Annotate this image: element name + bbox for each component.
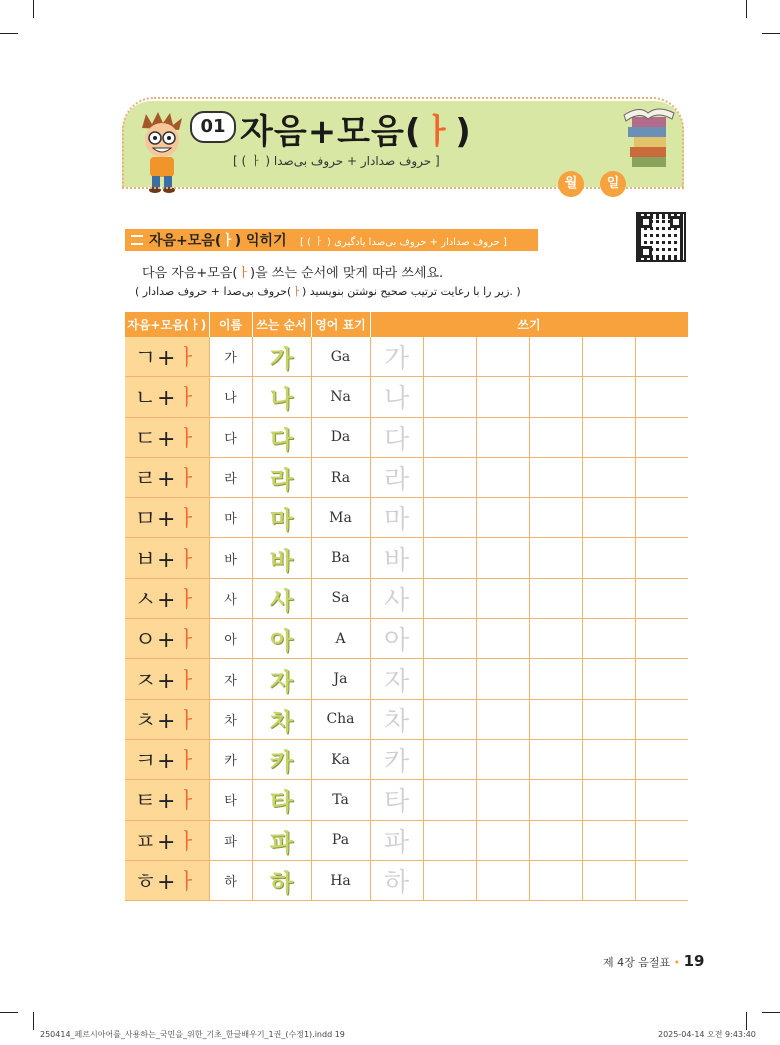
trace-cell[interactable]: 라	[370, 457, 423, 497]
writing-cell[interactable]	[635, 498, 688, 538]
table-row	[125, 457, 688, 497]
trace-cell[interactable]: 하	[370, 860, 423, 900]
crop-mark	[0, 1012, 18, 1013]
combination-cell: ㄴ+ㅏ	[125, 377, 209, 417]
writing-cell[interactable]	[529, 820, 582, 860]
romanization-cell: Da	[311, 417, 370, 457]
header-romanization: 영어 표기	[311, 312, 370, 337]
section-subtitle: [ ( ㅏ ) حروف صدادار + حروف بی‌صدا یادگیری ]	[300, 237, 507, 248]
writing-cell[interactable]	[423, 417, 476, 457]
syllable-name-cell: 아	[209, 619, 252, 659]
writing-cell[interactable]	[529, 619, 582, 659]
writing-cell[interactable]	[529, 337, 582, 377]
table-row	[125, 538, 688, 578]
book-stack-illustration	[618, 103, 680, 169]
syllable-name-cell: 나	[209, 377, 252, 417]
writing-cell[interactable]	[635, 619, 688, 659]
header-name: 이름	[209, 312, 252, 337]
day-label: 일	[600, 171, 626, 197]
trace-cell[interactable]: 아	[370, 619, 423, 659]
syllable-name-cell: 마	[209, 498, 252, 538]
writing-cell[interactable]	[529, 457, 582, 497]
writing-cell[interactable]	[582, 538, 635, 578]
stroke-order-cell: 마	[252, 498, 311, 538]
writing-cell[interactable]	[582, 619, 635, 659]
stroke-order-cell: 카	[252, 739, 311, 779]
syllable-name-cell: 라	[209, 457, 252, 497]
table-row	[125, 578, 688, 618]
writing-cell[interactable]	[582, 498, 635, 538]
writing-cell[interactable]	[529, 780, 582, 820]
stroke-order-cell: 바	[252, 538, 311, 578]
stroke-order-cell: 자	[252, 659, 311, 699]
writing-cell[interactable]	[582, 780, 635, 820]
writing-cell[interactable]	[476, 780, 529, 820]
writing-cell[interactable]	[635, 820, 688, 860]
writing-cell[interactable]	[476, 699, 529, 739]
stroke-order-cell: 타	[252, 780, 311, 820]
instruction-korean: 다음 자음+모음(ㅏ)을 쓰는 순서에 맞게 따라 쓰세요.	[142, 266, 444, 281]
chapter-label: 제 4장 음절표	[603, 956, 671, 969]
syllable-name-cell: 다	[209, 417, 252, 457]
trace-cell[interactable]: 자	[370, 659, 423, 699]
romanization-cell: Pa	[311, 820, 370, 860]
syllable-name-cell: 하	[209, 860, 252, 900]
trace-cell[interactable]: 다	[370, 417, 423, 457]
combination-cell: ㅍ+ㅏ	[125, 820, 209, 860]
romanization-cell: Ja	[311, 659, 370, 699]
boy-illustration	[132, 110, 192, 196]
table-row	[125, 739, 688, 779]
romanization-cell: Ta	[311, 780, 370, 820]
table-row	[125, 860, 688, 900]
trace-cell[interactable]: 파	[370, 820, 423, 860]
stroke-order-cell: 가	[252, 337, 311, 377]
writing-cell[interactable]	[582, 699, 635, 739]
lesson-subtitle: [ ( ㅏ ) حروف صدادار + حروف بی‌صدا ]	[233, 154, 440, 168]
crop-mark	[746, 1012, 747, 1030]
combination-cell: ㅌ+ㅏ	[125, 780, 209, 820]
table-row	[125, 820, 688, 860]
trace-cell[interactable]: 나	[370, 377, 423, 417]
writing-cell[interactable]	[529, 860, 582, 900]
writing-cell[interactable]	[476, 820, 529, 860]
combination-cell: ㄱ+ㅏ	[125, 337, 209, 377]
romanization-cell: Na	[311, 377, 370, 417]
writing-cell[interactable]	[423, 860, 476, 900]
romanization-cell: Cha	[311, 699, 370, 739]
writing-cell[interactable]	[635, 578, 688, 618]
writing-cell[interactable]	[529, 659, 582, 699]
syllable-name-cell: 차	[209, 699, 252, 739]
writing-cell[interactable]	[423, 820, 476, 860]
writing-cell[interactable]	[476, 619, 529, 659]
writing-cell[interactable]	[423, 578, 476, 618]
writing-cell[interactable]	[423, 538, 476, 578]
crop-mark	[33, 1012, 34, 1030]
combination-cell: ㄹ+ㅏ	[125, 457, 209, 497]
writing-cell[interactable]	[476, 498, 529, 538]
writing-cell[interactable]	[635, 337, 688, 377]
section-title-bar	[125, 229, 538, 251]
writing-cell[interactable]	[635, 659, 688, 699]
trace-cell[interactable]: 가	[370, 337, 423, 377]
combination-cell: ㅁ+ㅏ	[125, 498, 209, 538]
writing-cell[interactable]	[529, 699, 582, 739]
lesson-number-badge: 01	[190, 111, 236, 143]
lesson-title: 자음+모음(ㅏ)	[240, 112, 472, 152]
month-label: 월	[558, 171, 584, 197]
stroke-order-cell: 나	[252, 377, 311, 417]
writing-cell[interactable]	[476, 659, 529, 699]
syllable-name-cell: 파	[209, 820, 252, 860]
writing-cell[interactable]	[582, 457, 635, 497]
trace-cell[interactable]: 마	[370, 498, 423, 538]
table-row	[125, 377, 688, 417]
writing-cell[interactable]	[635, 739, 688, 779]
syllable-name-cell: 바	[209, 538, 252, 578]
writing-cell[interactable]	[529, 498, 582, 538]
writing-cell[interactable]	[529, 377, 582, 417]
stroke-order-cell: 라	[252, 457, 311, 497]
writing-cell[interactable]	[423, 377, 476, 417]
writing-cell[interactable]	[582, 820, 635, 860]
writing-cell[interactable]	[423, 659, 476, 699]
writing-cell[interactable]	[476, 417, 529, 457]
section-bullet-icon	[131, 235, 143, 245]
trace-cell[interactable]: 사	[370, 578, 423, 618]
writing-cell[interactable]	[476, 377, 529, 417]
crop-mark	[762, 1012, 780, 1013]
writing-cell[interactable]	[529, 578, 582, 618]
combination-cell: ㅊ+ㅏ	[125, 699, 209, 739]
trace-cell[interactable]: 카	[370, 739, 423, 779]
writing-cell[interactable]	[423, 739, 476, 779]
romanization-cell: Ka	[311, 739, 370, 779]
crop-mark	[746, 0, 747, 18]
writing-cell[interactable]	[423, 780, 476, 820]
writing-cell[interactable]	[476, 578, 529, 618]
combination-cell: ㅎ+ㅏ	[125, 860, 209, 900]
trace-cell[interactable]: 차	[370, 699, 423, 739]
table-row	[125, 619, 688, 659]
writing-cell[interactable]	[635, 377, 688, 417]
romanization-cell: Sa	[311, 578, 370, 618]
combination-cell: ㅈ+ㅏ	[125, 659, 209, 699]
romanization-cell: Ba	[311, 538, 370, 578]
stroke-order-cell: 파	[252, 820, 311, 860]
print-slug-filename: 250414_페르시아어를_사용하는_국민을_위한_기초_한글배우기_1권_(수정1).indd 19	[40, 1030, 345, 1039]
print-slug-timestamp: 2025-04-14 오전 9:43:40	[658, 1030, 756, 1039]
combination-cell: ㅂ+ㅏ	[125, 538, 209, 578]
syllable-name-cell: 타	[209, 780, 252, 820]
table-row	[125, 417, 688, 457]
writing-cell[interactable]	[582, 739, 635, 779]
trace-cell[interactable]: 바	[370, 538, 423, 578]
crop-mark	[33, 0, 34, 18]
title-vowel: ㅏ	[421, 112, 456, 152]
writing-cell[interactable]	[635, 457, 688, 497]
table-row	[125, 498, 688, 538]
practice-table	[125, 312, 689, 901]
syllable-name-cell: 카	[209, 739, 252, 779]
combination-cell: ㅇ+ㅏ	[125, 619, 209, 659]
section-title-vowel: ㅏ	[221, 233, 235, 249]
writing-cell[interactable]	[582, 337, 635, 377]
table-row	[125, 659, 688, 699]
table-row	[125, 337, 688, 377]
page-number: 19	[683, 952, 705, 970]
stroke-order-cell: 차	[252, 699, 311, 739]
writing-cell[interactable]	[635, 699, 688, 739]
combination-cell: ㄷ+ㅏ	[125, 417, 209, 457]
writing-cell[interactable]	[582, 659, 635, 699]
writing-cell[interactable]	[635, 417, 688, 457]
writing-cell[interactable]	[423, 337, 476, 377]
syllable-name-cell: 자	[209, 659, 252, 699]
romanization-cell: Ma	[311, 498, 370, 538]
section-title: 자음+모음(ㅏ) 익히기	[149, 233, 287, 249]
table-row	[125, 780, 688, 820]
writing-cell[interactable]	[635, 780, 688, 820]
writing-cell[interactable]	[423, 699, 476, 739]
qr-code[interactable]	[636, 212, 686, 262]
combination-cell: ㅅ+ㅏ	[125, 578, 209, 618]
table-row	[125, 699, 688, 739]
romanization-cell: Ra	[311, 457, 370, 497]
writing-cell[interactable]	[582, 417, 635, 457]
romanization-cell: A	[311, 619, 370, 659]
writing-cell[interactable]	[582, 578, 635, 618]
writing-cell[interactable]	[635, 538, 688, 578]
page-footer: 제 4장 음절표 • 19	[603, 952, 705, 970]
header-stroke-order: 쓰는 순서	[252, 312, 311, 337]
writing-cell[interactable]	[582, 377, 635, 417]
writing-cell[interactable]	[476, 538, 529, 578]
trace-cell[interactable]: 타	[370, 780, 423, 820]
writing-cell[interactable]	[423, 619, 476, 659]
stroke-order-cell: 아	[252, 619, 311, 659]
writing-cell[interactable]	[529, 538, 582, 578]
writing-cell[interactable]	[529, 739, 582, 779]
writing-cell[interactable]	[529, 417, 582, 457]
crop-mark	[762, 33, 780, 34]
writing-cell[interactable]	[476, 739, 529, 779]
stroke-order-cell: 사	[252, 578, 311, 618]
romanization-cell: Ha	[311, 860, 370, 900]
writing-cell[interactable]	[476, 337, 529, 377]
writing-cell[interactable]	[476, 457, 529, 497]
writing-cell[interactable]	[423, 498, 476, 538]
table-header-row	[125, 312, 688, 337]
combination-cell: ㅋ+ㅏ	[125, 739, 209, 779]
writing-cell[interactable]	[423, 457, 476, 497]
writing-cell[interactable]	[476, 860, 529, 900]
writing-cell[interactable]	[635, 860, 688, 900]
instruction-farsi: ( حروف بی‌صدا + حروف صدادار(ㅏ) زیر را با رعایت ترتیب صحیح نوشتن بنویسید. )	[135, 285, 521, 298]
header-writing: 쓰기	[370, 312, 688, 337]
crop-mark	[0, 33, 18, 34]
stroke-order-cell: 다	[252, 417, 311, 457]
stroke-order-cell: 하	[252, 860, 311, 900]
syllable-name-cell: 가	[209, 337, 252, 377]
writing-cell[interactable]	[582, 860, 635, 900]
header-combination: 자음+모음(ㅏ)	[125, 312, 209, 337]
romanization-cell: Ga	[311, 337, 370, 377]
syllable-name-cell: 사	[209, 578, 252, 618]
